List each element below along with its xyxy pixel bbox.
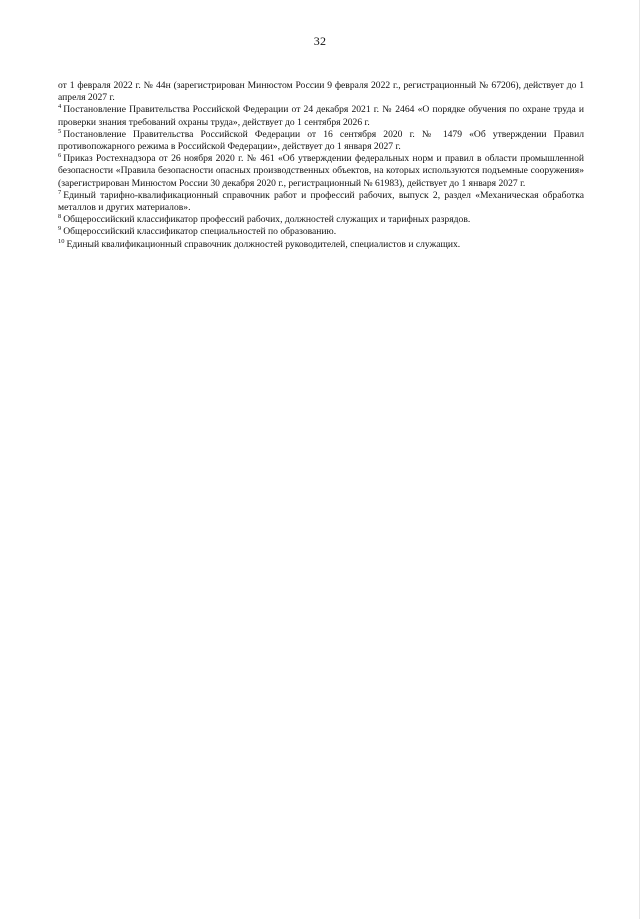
footnotes-section: [58, 80, 584, 251]
footnote-text: Общероссийский классификатор специальностей по образованию.: [63, 226, 337, 238]
page-number: 32: [313, 34, 327, 48]
footnote-marker: 4: [58, 103, 62, 111]
footnote-text: Общероссийский классификатор профессий рабочих, должностей служащих и тарифных разрядов.: [63, 214, 471, 226]
footnote-marker: 10: [58, 237, 65, 245]
footnote-marker: 5: [58, 127, 62, 135]
footnote-8: [58, 214, 584, 226]
footnote-9: [58, 226, 584, 238]
footnote-4: [58, 104, 584, 128]
footnote-text: Единый тарифно-квалификационный справочник работ и профессий рабочих, выпуск 2, раздел «Механическая обработка металлов и других материалов».: [58, 189, 584, 214]
footnote-marker: 8: [58, 213, 62, 221]
footnote-7: [58, 190, 584, 214]
footnote-6: [58, 153, 584, 190]
footnote-5: [58, 129, 584, 153]
footnote-10: [58, 239, 584, 251]
footnote-marker: 9: [58, 225, 62, 233]
footnote-text: Постановление Правительства Российской Федерации от 24 декабря 2021 г. № 2464 «О порядке обучения по охране труда и проверки знания требований охраны труда», действует до 1 сентября 2026 г.: [58, 104, 584, 128]
footnote-text: от 1 февраля 2022 г. № 44н (зарегистрирован Минюстом России 9 февраля 2022 г., регистрационный № 67206), действует до 1 апреля 2027 г.: [58, 80, 584, 104]
footnote-text: Единый квалификационный справочник должностей руководителей, специалистов и служащих.: [66, 238, 461, 250]
footnote-marker: 7: [58, 188, 62, 196]
footnote-text: Приказ Ростехнадзора от 26 ноября 2020 г. № 461 «Об утверждении федеральных норм и правил в области промышленной безопасности «Правила безопасности опасных производственных объектов, на которых используются подъемные сооружения» (зарегистрирован Минюстом России 30 декабря 2020 г., регистрационный № 61983), действует до 1 января 2027 г.: [58, 153, 584, 189]
footnote-marker: 6: [58, 152, 62, 160]
footnote-text: Постановление Правительства Российской Федерации от 16 сентября 2020 г. № 1479 «Об утверждении Правил противопожарного режима в Российской Федерации», действует до 1 января 2027 г.: [58, 128, 584, 153]
footnote-continuation: [58, 80, 584, 104]
